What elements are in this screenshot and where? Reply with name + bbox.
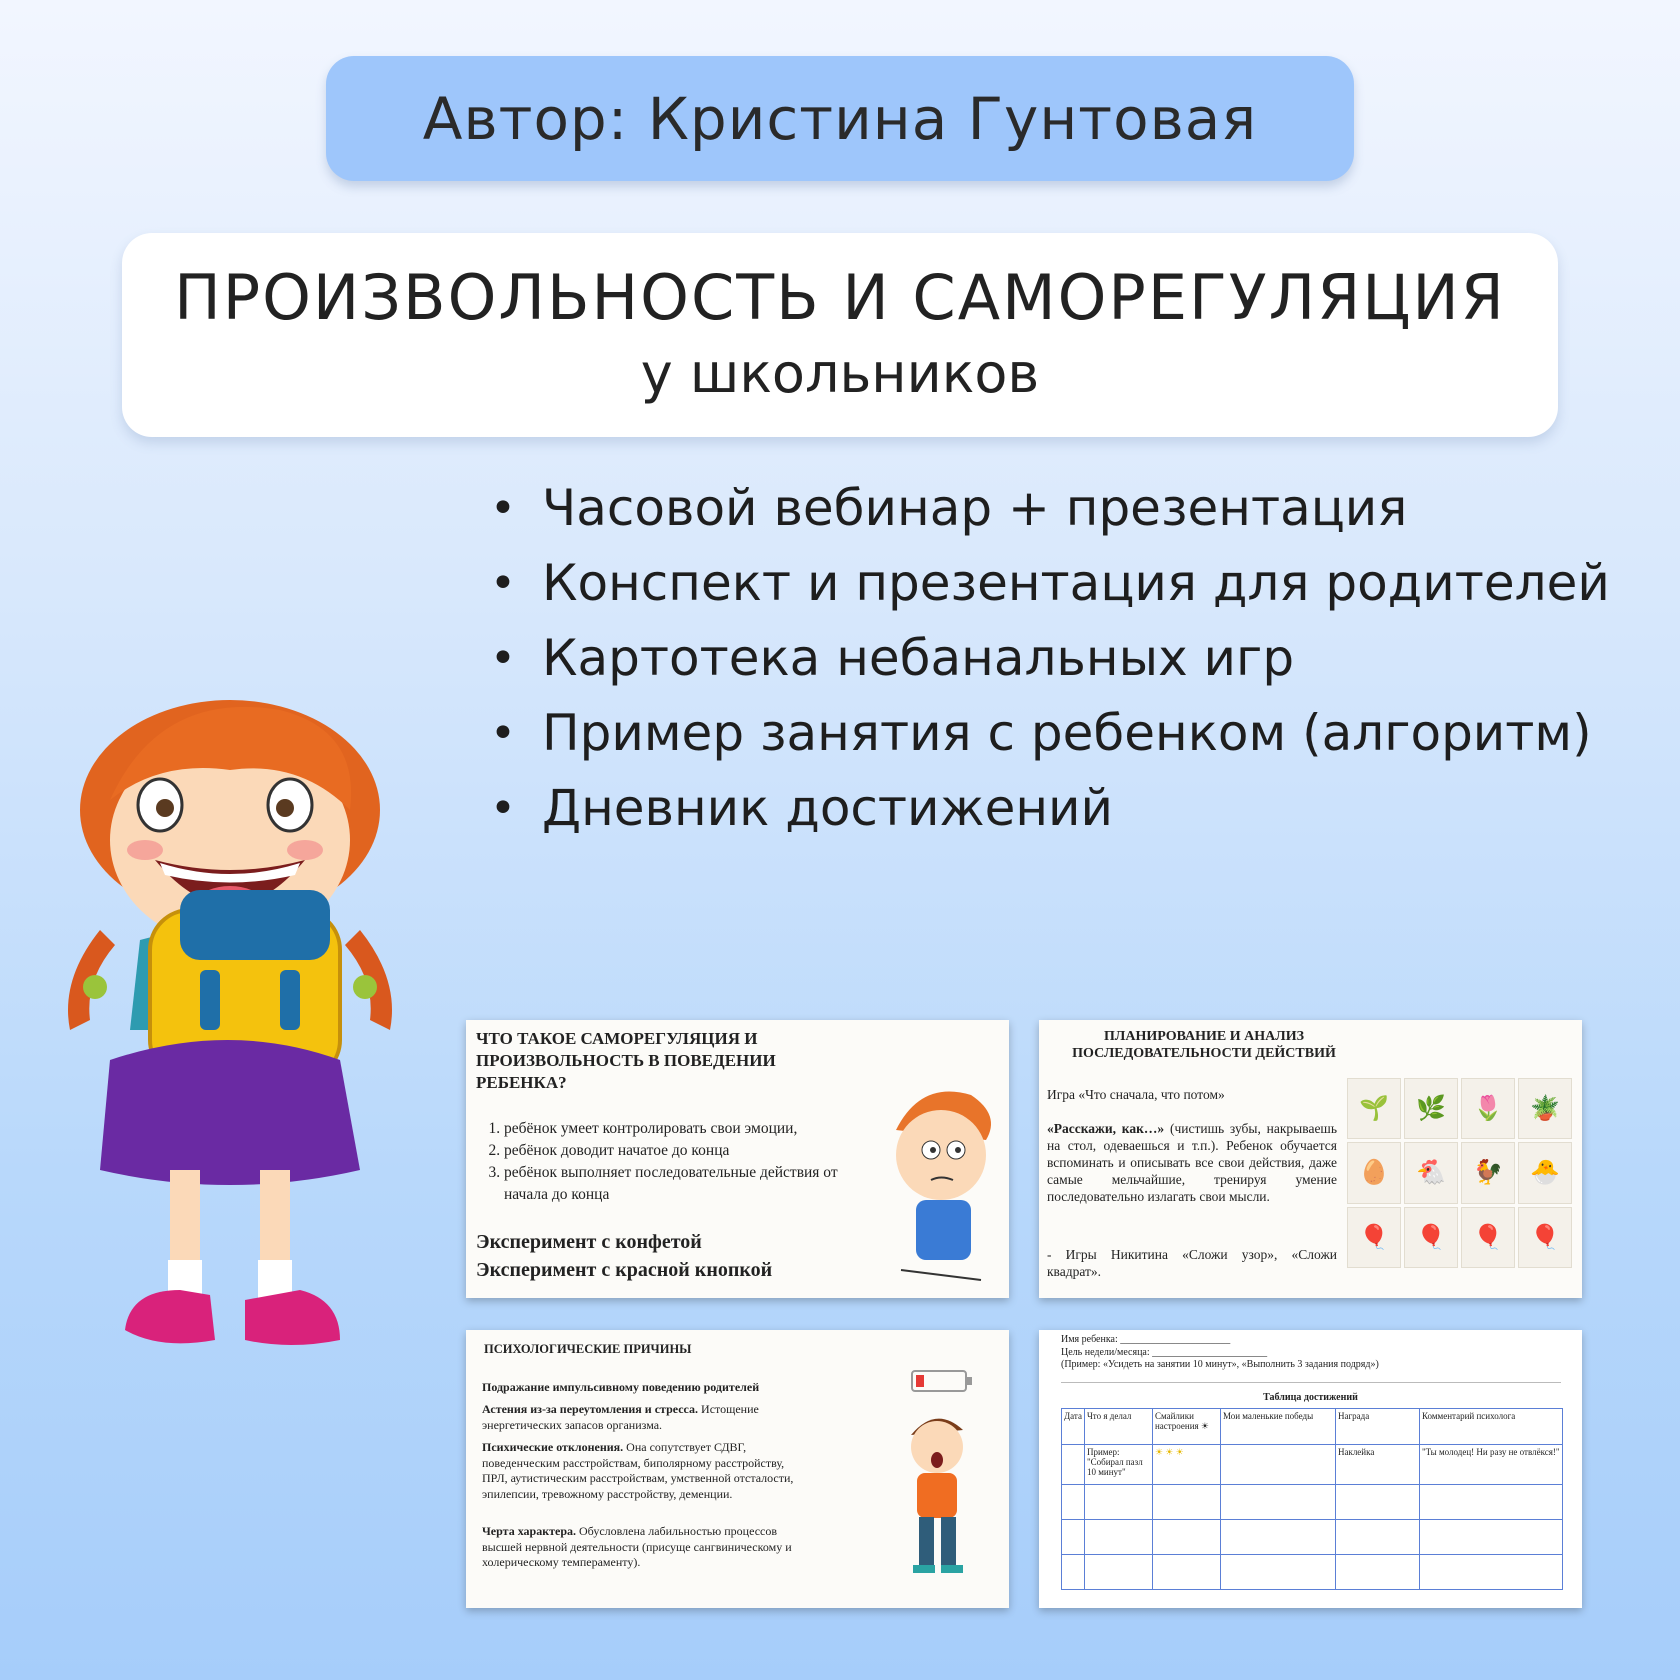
table-header-cell: Награда bbox=[1335, 1409, 1419, 1445]
child-name-line: Имя ребенка: ______________________ bbox=[1061, 1334, 1231, 1345]
low-battery-icon bbox=[911, 1370, 967, 1392]
feature-item: • Картотека небанальных игр bbox=[490, 630, 1620, 687]
cause-paragraph bbox=[482, 1440, 812, 1502]
hen-icon: 🐔 bbox=[1404, 1142, 1458, 1203]
balloon-boy-icon: 🎈 bbox=[1518, 1207, 1572, 1268]
table-cell bbox=[1062, 1445, 1085, 1485]
page-title: ПРОИЗВОЛЬНОСТЬ И САМОРЕГУЛЯЦИЯ bbox=[174, 261, 1506, 334]
cause-text: Она сопутствует СДВГ, поведенческим расстройствам, биполярному расстройству, ПРЛ, аутистическим расстройствам, умственной отсталости, эпилепсии, тревожному расстройству, деменции. bbox=[482, 1440, 794, 1501]
table-cell: Пример: "Собирал пазл 10 минут" bbox=[1084, 1445, 1152, 1485]
list-item: 2. ребёнок доводит начатое до конца bbox=[504, 1140, 876, 1162]
table-cell: Наклейка bbox=[1335, 1445, 1419, 1485]
flower-pot-icon: 🪴 bbox=[1518, 1078, 1572, 1139]
experiments bbox=[476, 1228, 772, 1284]
cause-text: Обусловлена лабильностью процессов высшей нервной деятельности (присуще сангвиническому и холерическому темпераменту). bbox=[482, 1524, 792, 1569]
flower-pot-icon: 🌷 bbox=[1461, 1078, 1515, 1139]
table-title: Таблица достижений bbox=[1263, 1392, 1358, 1403]
flower-pot-icon: 🌿 bbox=[1404, 1078, 1458, 1139]
slide-tell-text bbox=[1047, 1120, 1337, 1205]
slide-preview-achievement-diary bbox=[1039, 1330, 1582, 1608]
slide-heading: ПСИХОЛОГИЧЕСКИЕ ПРИЧИНЫ bbox=[484, 1342, 692, 1356]
table-row bbox=[1062, 1445, 1563, 1485]
schoolgirl-illustration bbox=[40, 700, 420, 1410]
experiment-button: Эксперимент с красной кнопкой bbox=[476, 1259, 773, 1281]
table-header-row bbox=[1062, 1409, 1563, 1445]
chick-icon: 🐣 bbox=[1518, 1142, 1572, 1203]
table-row bbox=[1062, 1555, 1563, 1590]
divider bbox=[1061, 1382, 1561, 1383]
table-header-cell: Смайлики настроения ☀ bbox=[1152, 1409, 1220, 1445]
table-cell bbox=[1220, 1445, 1335, 1485]
thinking-boy-illustration bbox=[881, 1080, 1001, 1290]
list-item: 1. ребёнок умеет контролировать свои эмоции, bbox=[504, 1118, 876, 1140]
cause-paragraph bbox=[482, 1524, 812, 1571]
feature-item: • Пример занятия с ребенком (алгоритм) bbox=[490, 705, 1620, 762]
balloon-boy-icon: 🎈 bbox=[1347, 1207, 1401, 1268]
slide-preview-self-regulation bbox=[466, 1020, 1009, 1298]
feature-item: • Часовой вебинар + презентация bbox=[490, 480, 1620, 537]
experiment-candy: Эксперимент с конфетой bbox=[476, 1231, 702, 1253]
table-header-cell: Дата bbox=[1062, 1409, 1085, 1445]
cause-title: Психические отклонения. bbox=[482, 1440, 624, 1454]
feature-list bbox=[490, 480, 1620, 855]
hen-icon: 🐓 bbox=[1461, 1142, 1515, 1203]
goal-line: Цель недели/месяца: _______________________ bbox=[1061, 1346, 1268, 1358]
egg-icon: 🥚 bbox=[1347, 1142, 1401, 1203]
sequence-picture-grid bbox=[1347, 1078, 1572, 1268]
cause-text: Истощение энергетических запасов организма. bbox=[482, 1402, 759, 1432]
table-header-cell: Мои маленькие победы bbox=[1220, 1409, 1335, 1445]
slide-heading: ПЛАНИРОВАНИЕ И АНАЛИЗ ПОСЛЕДОВАТЕЛЬНОСТИ ДЕЙСТВИЙ bbox=[1072, 1029, 1336, 1061]
table-row bbox=[1062, 1485, 1563, 1520]
balloon-boy-icon: 🎈 bbox=[1461, 1207, 1515, 1268]
flower-pot-icon: 🌱 bbox=[1347, 1078, 1401, 1139]
balloon-boy-icon: 🎈 bbox=[1404, 1207, 1458, 1268]
author-banner bbox=[326, 56, 1354, 181]
list-item: 3. ребёнок выполняет последовательные действия от начала до конца bbox=[504, 1162, 876, 1206]
table-header-cell: Что я делал bbox=[1084, 1409, 1152, 1445]
table-header-cell: Комментарий психолога bbox=[1419, 1409, 1562, 1445]
table-row bbox=[1062, 1520, 1563, 1555]
slide-nikitin-text: - Игры Никитина «Сложи узор», «Сложи квадрат». bbox=[1047, 1247, 1337, 1279]
feature-item: • Конспект и презентация для родителей bbox=[490, 555, 1620, 612]
feature-item: • Дневник достижений bbox=[490, 780, 1620, 837]
slide-game-text: Игра «Что сначала, что потом» bbox=[1047, 1087, 1225, 1102]
title-card bbox=[122, 233, 1558, 437]
cause-title: Черта характера. bbox=[482, 1524, 577, 1538]
slide-heading: ЧТО ТАКОЕ САМОРЕГУЛЯЦИЯ И ПРОИЗВОЛЬНОСТЬ В ПОВЕДЕНИИ РЕБЕНКА? bbox=[476, 1029, 776, 1092]
slide-tell-rest: (чистишь зубы, накрываешь на стол, одеваешься и т.п.). Ребенок обучается вспоминать и описывать все свои действия, даже самые мельчайшие, тренируя умение последовательно излагать свои мысли. bbox=[1047, 1121, 1337, 1204]
table-cell: ☀ ☀ ☀ bbox=[1152, 1445, 1220, 1485]
slide-preview-psych-causes bbox=[466, 1330, 1009, 1608]
cause-title: Подражание импульсивному поведению родителей bbox=[482, 1380, 760, 1394]
goal-example: (Пример: «Усидеть на занятии 10 минут», «Выполнить 3 задания подряд») bbox=[1061, 1359, 1379, 1370]
achievement-table bbox=[1061, 1408, 1563, 1590]
tired-boy-illustration bbox=[891, 1405, 981, 1580]
author-text: Автор: Кристина Гунтовая bbox=[422, 84, 1258, 153]
slide-list bbox=[476, 1118, 876, 1206]
cause-title: Астения из-за переутомления и стресса. bbox=[482, 1402, 699, 1416]
table-cell: "Ты молодец! Ни разу не отвлёкся!" bbox=[1419, 1445, 1562, 1485]
cause-paragraph bbox=[482, 1380, 812, 1396]
cause-paragraph bbox=[482, 1402, 812, 1433]
slide-tell-bold: «Расскажи, как…» bbox=[1047, 1121, 1165, 1136]
slide-preview-planning bbox=[1039, 1020, 1582, 1298]
page-subtitle: у школьников bbox=[640, 342, 1040, 405]
diary-meta bbox=[1061, 1334, 1379, 1372]
